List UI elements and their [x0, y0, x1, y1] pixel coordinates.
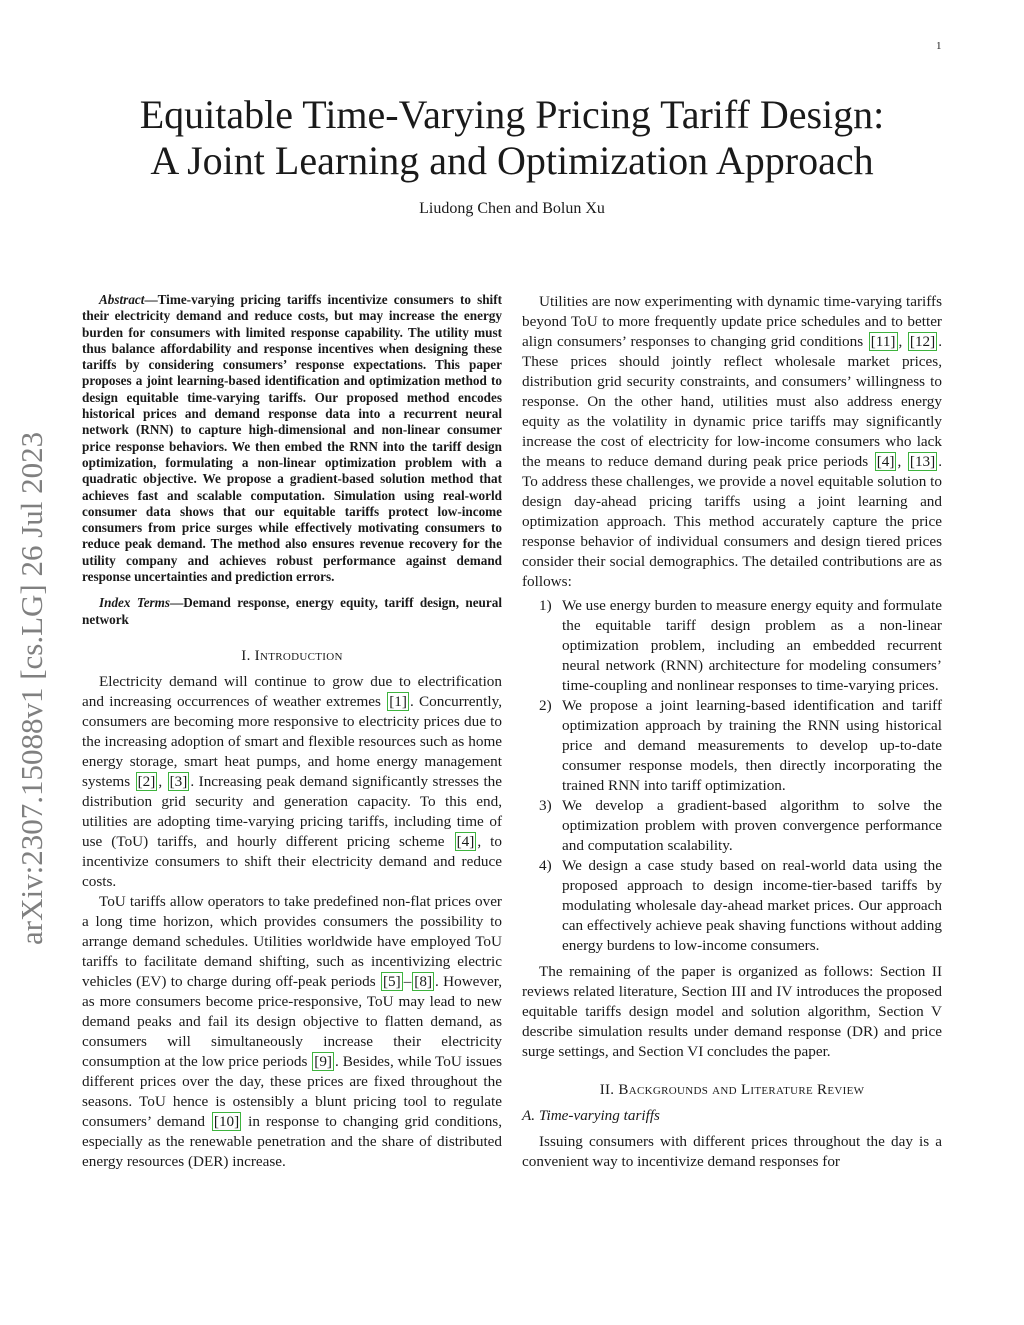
paper-title	[60, 92, 964, 184]
arxiv-stamp: arXiv:2307.15088v1 [cs.LG] 26 Jul 2023	[14, 431, 49, 945]
page-number: 1	[936, 40, 942, 52]
contribution-item: 3) We develop a gradient-based algorithm to solve the optimization problem with proven convergence performance and computation scalability.	[539, 797, 942, 854]
citation-link[interactable]: [1]	[389, 692, 407, 710]
title-line-2: A Joint Learning and Optimization Approach	[150, 138, 874, 183]
right-column	[522, 292, 942, 1172]
citation-link[interactable]: [5]	[382, 972, 401, 990]
background-paragraph-1: Issuing consumers with different prices throughout the day is a convenient way to incentivize demand responses for	[522, 1133, 942, 1170]
title-line-1: Equitable Time-Varying Pricing Tariff Design:	[139, 92, 885, 137]
abstract-text: —Time-varying pricing tariffs incentivize consumers to shift their electricity demand and reduce costs, but may increase the energy burden for consumers with limited response capability. The utility must thus balance affordability and response incentives when designing these tariffs by considering consumers’ response expectations. This paper proposes a joint learning-based identification and optimization method to design equitable time-varying tariffs. Our proposed method encodes historical prices and demand response data into a recurrent neural network (RNN) to capture high-dimensional and non-linear consumer price response behaviors. We then embed the RNN into the tariff design optimization, formulating a non-linear optimization problem with a quadratic objective. We propose a gradient-based solution method that achieves fast and scalable computation. Simulation using real-world consumer data shows that our equitable tariffs protect low-income consumers from price surges while effectively motivating consumers to reduce peak demand. The method also ensures revenue recovery for the utility company and achieves robust performance against demand response uncertainties and prediction errors.	[82, 292, 502, 585]
index-terms-label: Index Terms	[99, 595, 171, 611]
contribution-item: 2) We propose a joint learning-based identification and tariff optimization approach by training the RNN using historical price and demand measurements to develop up-to-date consumer response models, then directly incorporating the trained RNN into tariff optimization.	[539, 697, 942, 794]
contribution-item: 1) We use energy burden to measure energy equity and formulate the equitable tariff design problem as a non-linear optimization problem, including an embedded recurrent neural network (RNN) architecture for modeling consumers’ time-coupling and nonlinear responses to time-varying prices.	[539, 597, 942, 694]
citation-link[interactable]: [2]	[137, 772, 156, 790]
citation-link[interactable]: [12]	[909, 333, 936, 350]
citation-link[interactable]: [13]	[909, 453, 936, 470]
paper-organization-paragraph: The remaining of the paper is organized as follows: Section II reviews related literature, Section III and IV introduces the proposed equitable tariffs design model and solution algorithm, Section V describe simulation results under demand response (DR) and price surge settings, and Section VI concludes the paper.	[522, 963, 942, 1060]
intro-paragraph-3: Utilities are now experimenting with dynamic time-varying tariffs beyond ToU to more frequently update price schedules and to better align consumers’ responses to changing grid conditions [11] , [12] . These prices should jointly reflect wholesale market prices, distribution grid security constraints, and consumers’ willingness to response. On the other hand, utilities must also address energy equity as the volatility in dynamic price tariffs may significantly increase the cost of electricity for low-income consumers who lack the means to reduce demand during peak price periods [4] , [13] . To address these challenges, we provide a novel equitable solution to design day-ahead pricing tariffs using a joint learning and optimization approach. This method accurately capture the price response behavior of individual consumers and design tiered prices consider their social demographics. The detailed contributions are as follows:	[522, 293, 943, 590]
subsection-heading-tariffs: A. Time-varying tariffs	[522, 1107, 660, 1124]
citation-link[interactable]: [4]	[876, 453, 895, 470]
author-list: Liudong Chen and Bolun Xu	[419, 200, 605, 217]
citation-link[interactable]: [3]	[169, 772, 188, 790]
citation-link[interactable]: [10]	[213, 1112, 240, 1130]
intro-paragraph-2: ToU tariffs allow operators to take predefined non-flat prices over a long time horizon, which provides consumers the possibility to arrange demand schedules. Utilities worldwide have employed ToU tariffs to facilitate demand shifting, such as incentivizing electric vehicles (EV) to charge during off-peak periods [5] – [8] . However, as more consumers become price-responsive, ToU may lead to new demand peaks and fail its design objective to flatten demand, as consumers will simultaneously increase their electricity consumption at the low price periods [9] . Besides, while ToU issues different prices over the day, these prices are fixed throughout the seasons. ToU hence is ostensibly a blunt pricing tool to regulate consumers’ demand [10] in response to changing grid conditions, especially as the renewable penetration and the share of distributed energy resources (DER) increase.	[82, 892, 503, 1170]
section-heading-introduction: I. Introduction	[241, 647, 343, 664]
abstract	[82, 292, 502, 585]
citation-link[interactable]: [9]	[314, 1052, 332, 1070]
citation-link[interactable]: [8]	[414, 972, 433, 990]
index-terms	[82, 595, 502, 628]
left-column	[82, 292, 502, 1172]
intro-paragraph-1: Electricity demand will continue to grow due to electrification and increasing occurrences of weather extremes [1] . Concurrently, consumers are becoming more responsive to electricity prices due to the increasing adoption of smart and flexible resources such as home energy storage, smart heat pumps, and home energy management systems [2] , [3] . Increasing peak demand significantly stresses the distribution grid security and generation capacity. To this end, utilities are adopting time-varying pricing tariffs, including time of use (ToU) tariffs, and hourly different pricing scheme [4] , to incentivize consumers to shift their electricity demand and reduce costs.	[82, 672, 503, 890]
contributions-list	[522, 596, 942, 956]
citation-link[interactable]: [11]	[870, 333, 896, 350]
citation-link[interactable]: [4]	[456, 832, 475, 850]
section-heading-background: II. Backgrounds and Literature Review	[599, 1082, 865, 1098]
abstract-label: Abstract	[99, 292, 145, 307]
index-terms-text: —Demand response, energy equity, tariff design, neural network	[82, 595, 503, 627]
contribution-item: 4) We design a case study based on real-world data using the proposed approach to design income-tier-based tariffs by modulating wholesale day-ahead market prices. Our approach can effectively achieve peak shaving functions without adding energy burdens to low-income consumers.	[539, 857, 942, 954]
